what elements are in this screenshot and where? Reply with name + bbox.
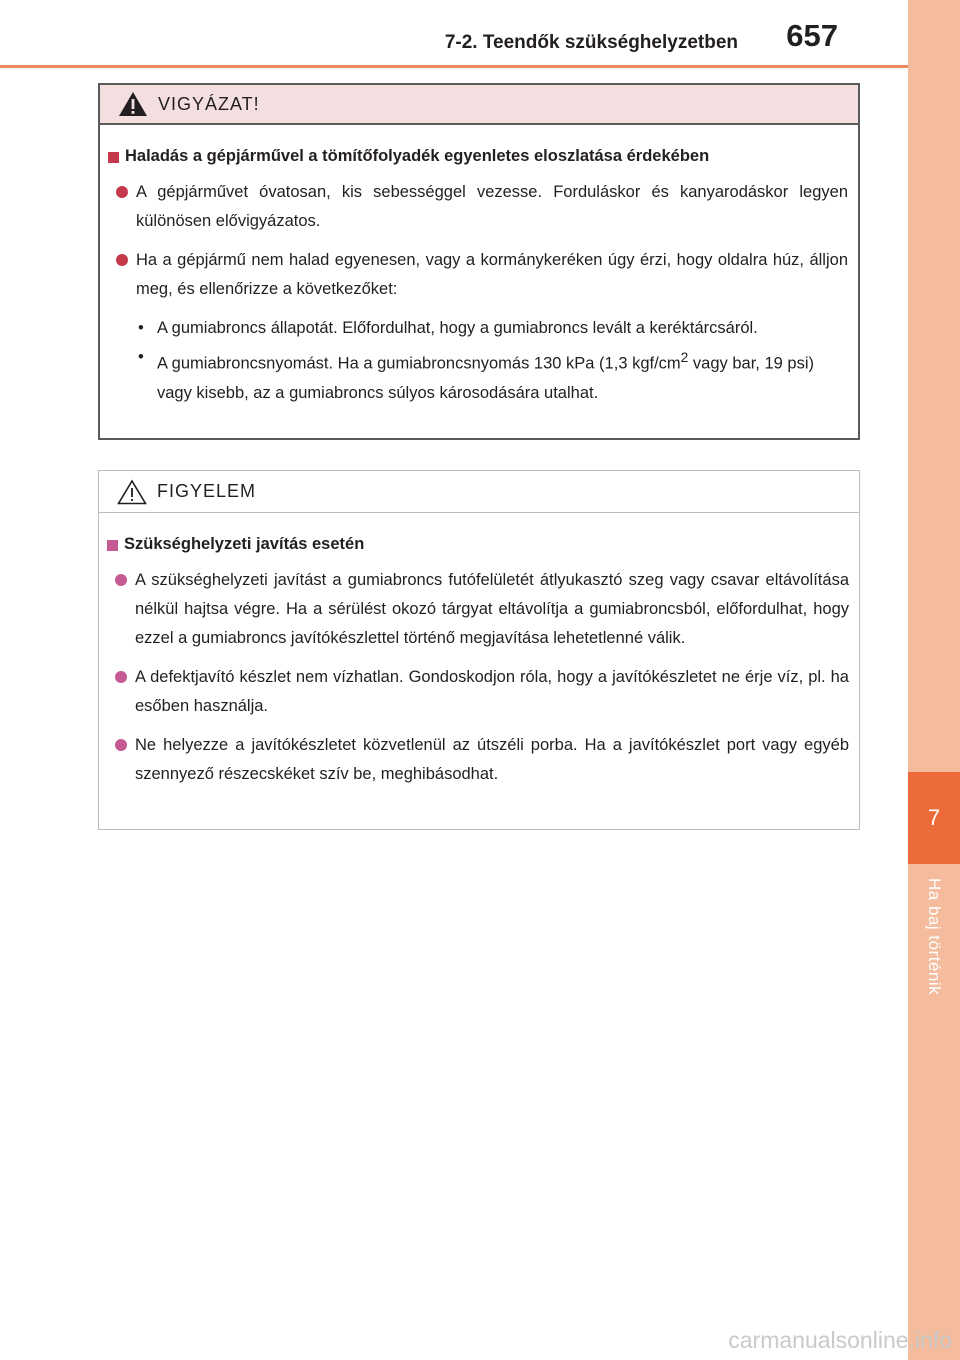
pressure-text-end: vagy bar, 19 psi) vagy kisebb, az a gumiabroncs súlyos károsodására utalhat.: [157, 354, 814, 402]
sub-list-item: [138, 314, 848, 343]
list-item: [116, 246, 848, 304]
section-title: 7-2. Teendők szükséghelyzetben: [444, 32, 738, 53]
caution-box: [98, 83, 860, 440]
caution-header: [100, 85, 858, 125]
small-bullet-icon: •: [138, 348, 144, 366]
list-item-text: A defektjavító készlet nem vízhatlan. Gondoskodjon róla, hogy a javítókészletet ne érje víz, pl. ha esőben használja.: [135, 668, 849, 715]
list-item: [115, 663, 849, 721]
list-item: [116, 178, 848, 236]
square-bullet-icon: [108, 152, 119, 163]
caution-body: [100, 125, 858, 408]
list-item-text: Ne helyezze a javítókészletet közvetlenül az útszéli porba. Ha a javítókészlet port vagy egyéb szennyező részecskéket szív be, meghibásodhat.: [135, 736, 849, 783]
chapter-number-tab: [908, 772, 960, 864]
dot-bullet-icon: [116, 186, 128, 198]
notice-heading-text: Szükséghelyzeti javítás esetén: [124, 535, 365, 553]
notice-box: [98, 470, 860, 830]
page-number: 657: [786, 18, 838, 53]
notice-title: FIGYELEM: [157, 481, 257, 501]
notice-header: [99, 471, 859, 513]
warning-triangle-outline-icon: [117, 479, 147, 505]
pressure-text-start: A gumiabroncsnyomást. Ha a gumiabroncsnyomás 130 kPa (1,3 kgf/cm: [157, 354, 681, 373]
list-item-text: A szükséghelyzeti javítást a gumiabroncs futófelületét átlyukasztó szeg vagy csavar eltávolítása nélkül hajtsa végre. Ha a sérülést okozó tárgyat eltávolítja a gumiabroncsból, előfordulhat, hogy ezzel a gumiabroncs javítókészlettel történő megjavítása lehetetlenné válik.: [135, 571, 849, 647]
square-bullet-icon: [107, 540, 118, 551]
caution-title: VIGYÁZAT!: [158, 93, 260, 114]
chapter-number: 7: [927, 805, 941, 830]
notice-heading: [107, 535, 849, 554]
chapter-title: Ha baj történik: [925, 878, 944, 996]
sub-list-item-text: A gumiabroncs állapotát. Előfordulhat, hogy a gumiabroncs levált a keréktárcsáról.: [157, 319, 758, 337]
list-item-text: A gépjárművet óvatosan, kis sebességgel vezesse. Forduláskor és kanyarodáskor legyen különösen elővigyázatos.: [136, 183, 848, 230]
dot-bullet-icon: [115, 671, 127, 683]
notice-body: [99, 513, 859, 789]
dot-bullet-icon: [116, 254, 128, 266]
caution-heading: [108, 147, 848, 166]
sub-list-item: [138, 343, 848, 408]
warning-triangle-filled-icon: [118, 91, 148, 117]
watermark: carmanualsonline.info: [728, 1327, 952, 1353]
caution-heading-text: Haladás a gépjárművel a tömítőfolyadék egyenletes eloszlatása érdekében: [125, 147, 710, 165]
header-rule: [0, 65, 908, 68]
small-bullet-icon: •: [138, 319, 144, 337]
list-item-text: Ha a gépjármű nem halad egyenesen, vagy a kormánykeréken úgy érzi, hogy oldalra húz, álljon meg, és ellenőrizze a következőket:: [136, 251, 848, 298]
superscript-two: 2: [680, 350, 689, 365]
page-header: [0, 0, 908, 70]
list-item: [115, 731, 849, 789]
dot-bullet-icon: [115, 739, 127, 751]
side-tab-strip: [908, 0, 960, 1360]
sub-list-item-text: [157, 343, 848, 408]
list-item: [115, 566, 849, 653]
dot-bullet-icon: [115, 574, 127, 586]
